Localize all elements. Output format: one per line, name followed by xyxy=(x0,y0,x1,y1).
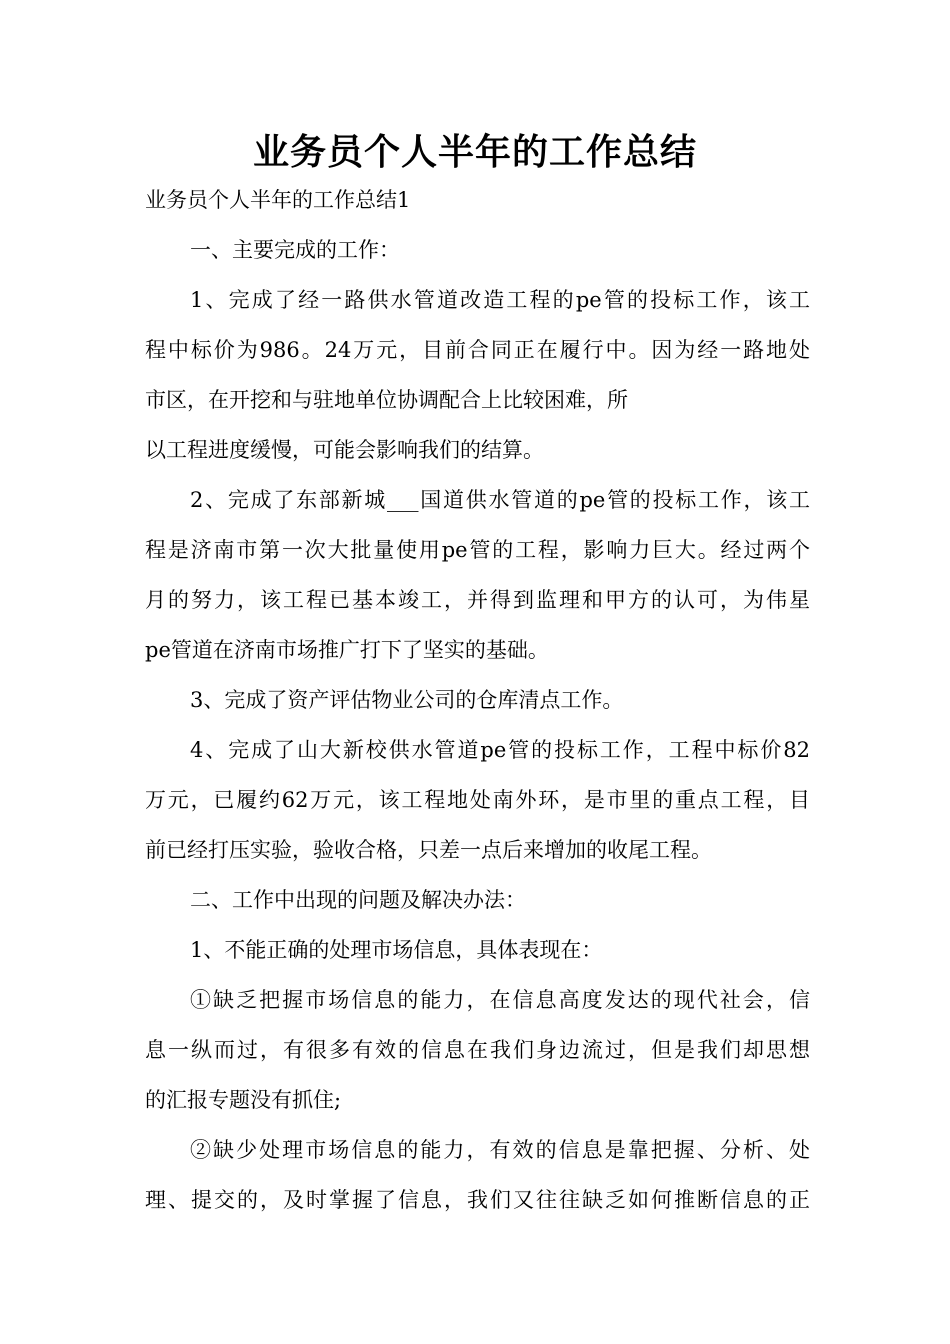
paragraph-line: 前已经打压实验，验收合格，只差一点后来增加的收尾工程。 xyxy=(145,838,712,862)
paragraph-line: 以工程进度缓慢，可能会影响我们的结算。 xyxy=(145,438,544,462)
paragraph-line: 万元，已履约62万元，该工程地处南外环，是市里的重点工程，目 xyxy=(145,788,810,812)
paragraph-line: 市区，在开挖和与驻地单位协调配合上比较困难，所 xyxy=(145,388,628,412)
paragraph-line: 1、不能正确的处理市场信息，具体表现在： xyxy=(190,938,603,962)
paragraph-line: 理、提交的，及时掌握了信息，我们又往往缺乏如何推断信息的正 xyxy=(145,1188,810,1212)
paragraph-line: 息一纵而过，有很多有效的信息在我们身边流过，但是我们却思想 xyxy=(145,1038,810,1062)
paragraph-line: 1、完成了经一路供水管道改造工程的pe管的投标工作，该工 xyxy=(190,288,810,312)
document-title: 业务员个人半年的工作总结 xyxy=(252,132,697,173)
paragraph-line: pe管道在济南市场推广打下了坚实的基础。 xyxy=(145,638,549,662)
subtitle-line: 业务员个人半年的工作总结1 xyxy=(145,188,411,212)
paragraph-line: 4、完成了山大新校供水管道pe管的投标工作，工程中标价82 xyxy=(190,738,810,762)
paragraph-line: 的汇报专题没有抓住; xyxy=(145,1088,342,1112)
section-heading-1: 一、主要完成的工作： xyxy=(190,238,400,262)
section-heading-2: 二、工作中出现的问题及解决办法： xyxy=(190,888,526,912)
paragraph-line: 程中标价为986。24万元，目前合同正在履行中。因为经一路地处 xyxy=(145,338,810,362)
paragraph-line: 月的努力，该工程已基本竣工，并得到监理和甲方的认可，为伟星 xyxy=(145,588,810,612)
paragraph-line: 2、完成了东部新城___国道供水管道的pe管的投标工作，该工 xyxy=(190,488,810,512)
paragraph-line: ①缺乏把握市场信息的能力，在信息高度发达的现代社会，信 xyxy=(190,988,810,1012)
paragraph-line: 3、完成了资产评估物业公司的仓库清点工作。 xyxy=(190,688,624,712)
paragraph-line: ②缺少处理市场信息的能力，有效的信息是靠把握、分析、处 xyxy=(190,1138,810,1162)
paragraph-line: 程是济南市第一次大批量使用pe管的工程，影响力巨大。经过两个 xyxy=(145,538,810,562)
